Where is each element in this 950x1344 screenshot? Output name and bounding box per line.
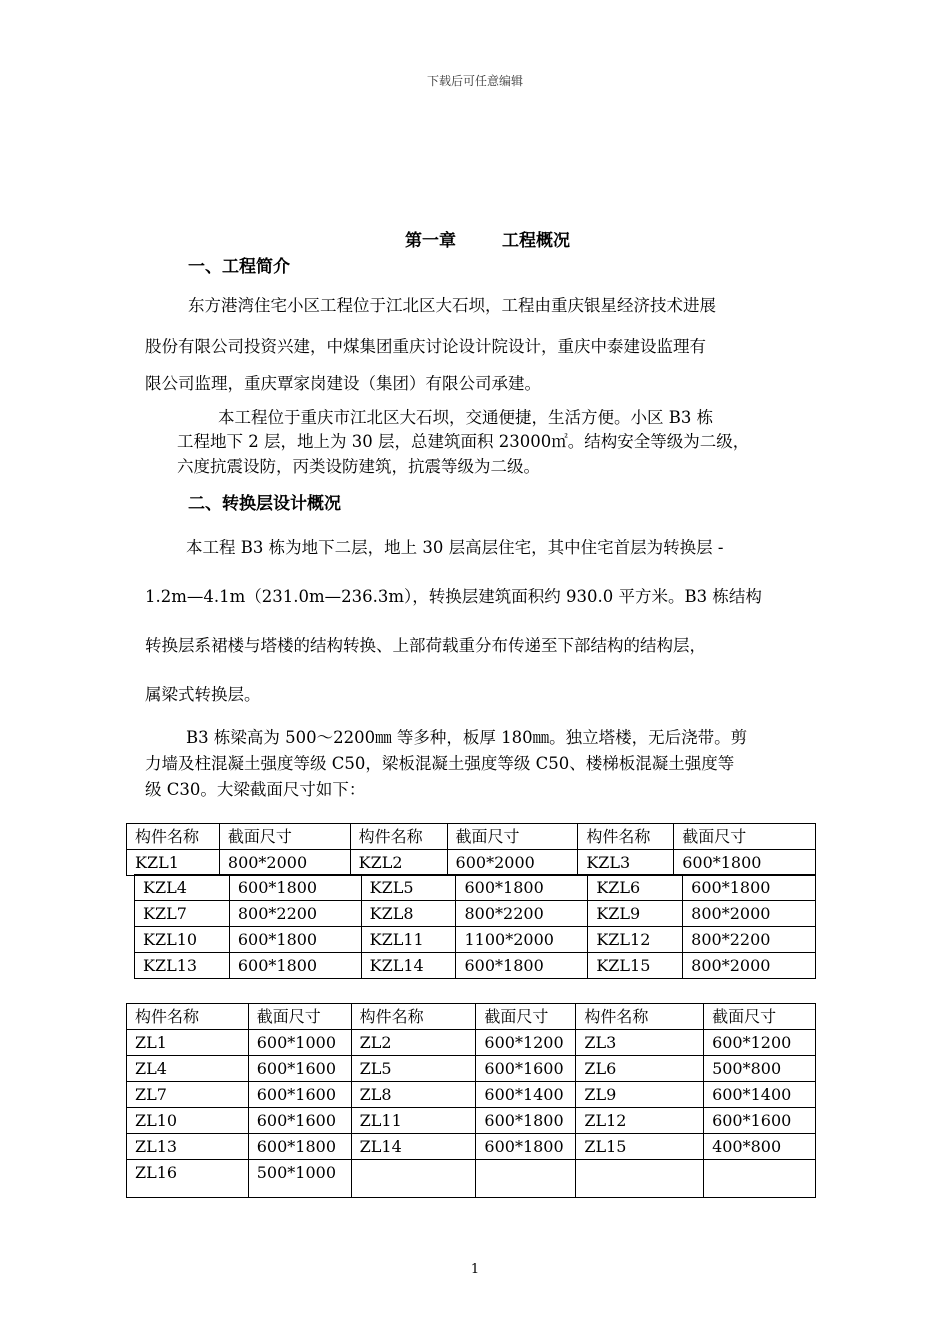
table-cell: 600*1000	[248, 1030, 351, 1056]
paragraph-1-line: 限公司监理，重庆覃家岗建设（集团）有限公司承建。	[145, 374, 541, 393]
table-cell: KZL15	[588, 953, 683, 979]
paragraph-1-line: 股份有限公司投资兴建，中煤集团重庆讨论设计院设计，重庆中泰建设监理有	[145, 337, 706, 356]
header-cell: 构件名称	[576, 1004, 704, 1030]
table-row	[127, 1030, 816, 1056]
table-cell: 600*1800	[229, 875, 361, 901]
chapter-title	[0, 226, 950, 251]
table-row	[135, 875, 816, 901]
table-cell: 600*1600	[248, 1056, 351, 1082]
table-cell: KZL6	[588, 875, 683, 901]
paragraph-4-line: 力墙及柱混凝土强度等级 C50，梁板混凝土强度等级 C50、楼梯板混凝土强度等	[145, 754, 735, 773]
table-cell: 800*2200	[683, 927, 816, 953]
table-cell	[476, 1160, 576, 1198]
paragraph-4-line: 级 C30。大梁截面尺寸如下：	[145, 780, 366, 799]
table-cell: KZL7	[135, 901, 230, 927]
table-cell: KZL14	[361, 953, 456, 979]
table-cell: KZL11	[361, 927, 456, 953]
table-cell: ZL16	[127, 1160, 249, 1198]
table-cell: 600*1800	[674, 850, 816, 876]
table-cell: ZL6	[576, 1056, 704, 1082]
paragraph-2-line: 工程地下 2 层，地上为 30 层，总建筑面积 23000㎡。结构安全等级为二级，	[177, 432, 750, 451]
table-cell: 600*1200	[476, 1030, 576, 1056]
table-cell: ZL10	[127, 1108, 249, 1134]
table-cell: 600*1600	[476, 1056, 576, 1082]
table-cell: 1100*2000	[456, 927, 588, 953]
chapter-number: 第一章	[405, 231, 456, 251]
paragraph-3-line: 1.2m—4.1m（231.0m—236.3m），转换层建筑面积约 930.0 平方米。B3 栋结构	[145, 587, 762, 606]
header-cell: 构件名称	[578, 824, 674, 850]
table-row	[127, 1134, 816, 1160]
table-cell: ZL13	[127, 1134, 249, 1160]
header-cell: 截面尺寸	[704, 1004, 816, 1030]
table-cell: 600*1800	[683, 875, 816, 901]
table-cell: 600*1200	[704, 1030, 816, 1056]
table-cell: 800*2000	[683, 953, 816, 979]
section-2-heading: 二、转换层设计概况	[188, 494, 341, 514]
table-cell: KZL9	[588, 901, 683, 927]
table-row	[127, 1108, 816, 1134]
header-cell: 构件名称	[127, 1004, 249, 1030]
table-cell: 400*800	[704, 1134, 816, 1160]
table-cell: 500*800	[704, 1056, 816, 1082]
table-header-row	[127, 1004, 816, 1030]
table-cell: 600*1800	[456, 875, 588, 901]
table-cell: ZL12	[576, 1108, 704, 1134]
table-row	[135, 953, 816, 979]
table-cell	[704, 1160, 816, 1198]
header-cell: 构件名称	[351, 1004, 476, 1030]
table-cell: 600*1600	[248, 1108, 351, 1134]
table-cell: ZL7	[127, 1082, 249, 1108]
table-cell: ZL5	[351, 1056, 476, 1082]
table-cell: 600*1800	[229, 927, 361, 953]
table-cell: ZL3	[576, 1030, 704, 1056]
table-cell: 600*1400	[704, 1082, 816, 1108]
table-cell: 600*1600	[248, 1082, 351, 1108]
paragraph-2-line: 本工程位于重庆市江北区大石坝，交通便捷，生活方便。小区 B3 栋	[218, 408, 714, 427]
table-cell: ZL15	[576, 1134, 704, 1160]
chapter-name: 工程概况	[502, 231, 570, 251]
table-cell: 600*1600	[704, 1108, 816, 1134]
table-cell: 600*1800	[248, 1134, 351, 1160]
table-cell: ZL4	[127, 1056, 249, 1082]
table-cell: ZL8	[351, 1082, 476, 1108]
table-cell: ZL14	[351, 1134, 476, 1160]
header-cell: 截面尺寸	[219, 824, 350, 850]
section-1-heading: 一、工程简介	[188, 257, 290, 277]
table-cell: KZL8	[361, 901, 456, 927]
header-cell: 构件名称	[350, 824, 447, 850]
zl-table	[126, 1003, 816, 1198]
table-cell: 500*1000	[248, 1160, 351, 1198]
table-row	[127, 1082, 816, 1108]
table-cell: KZL10	[135, 927, 230, 953]
table-cell: KZL2	[350, 850, 447, 876]
header-cell: 构件名称	[127, 824, 220, 850]
table-cell: ZL9	[576, 1082, 704, 1108]
header-note: 下载后可任意编辑	[426, 74, 523, 88]
paragraph-1-line: 东方港湾住宅小区工程位于江北区大石坝，工程由重庆银星经济技术进展	[188, 296, 716, 315]
table-cell: ZL11	[351, 1108, 476, 1134]
table-row	[127, 1056, 816, 1082]
table-cell	[576, 1160, 704, 1198]
table-cell: 800*2000	[219, 850, 350, 876]
table-cell: 600*1400	[476, 1082, 576, 1108]
kzl-table-head	[126, 823, 816, 876]
table-cell: ZL1	[127, 1030, 249, 1056]
paragraph-3-line: 本工程 B3 栋为地下二层，地上 30 层高层住宅，其中住宅首层为转换层 -	[186, 538, 724, 557]
table-header-row	[127, 824, 816, 850]
table-cell: KZL5	[361, 875, 456, 901]
header-cell: 截面尺寸	[447, 824, 578, 850]
paragraph-3-line: 转换层系裙楼与塔楼的结构转换、上部荷载重分布传递至下部结构的结构层，	[145, 636, 706, 655]
table-cell: ZL2	[351, 1030, 476, 1056]
table-row	[127, 850, 816, 876]
table-row	[127, 1160, 816, 1198]
header-cell: 截面尺寸	[476, 1004, 576, 1030]
table-cell: 800*2000	[683, 901, 816, 927]
page-number: 1	[470, 1262, 480, 1277]
table-cell: KZL4	[135, 875, 230, 901]
table-cell: 600*2000	[447, 850, 578, 876]
table-cell: KZL12	[588, 927, 683, 953]
paragraph-2-line: 六度抗震设防，丙类设防建筑，抗震等级为二级。	[177, 457, 540, 476]
table-cell: 600*1800	[456, 953, 588, 979]
table-cell: KZL13	[135, 953, 230, 979]
table-cell: 800*2200	[456, 901, 588, 927]
paragraph-4-line: B3 栋梁高为 500～2200㎜ 等多种，板厚 180㎜。独立塔楼，无后浇带。剪	[186, 728, 748, 747]
header-cell: 截面尺寸	[674, 824, 816, 850]
header-cell: 截面尺寸	[248, 1004, 351, 1030]
table-cell: 600*1800	[229, 953, 361, 979]
table-cell: 800*2200	[229, 901, 361, 927]
table-row	[135, 927, 816, 953]
table-cell: KZL1	[127, 850, 220, 876]
kzl-table-body	[134, 874, 816, 979]
table-cell	[351, 1160, 476, 1198]
paragraph-3-line: 属梁式转换层。	[145, 685, 261, 704]
table-cell: KZL3	[578, 850, 674, 876]
table-cell: 600*1800	[476, 1108, 576, 1134]
table-cell: 600*1800	[476, 1134, 576, 1160]
table-row	[135, 901, 816, 927]
